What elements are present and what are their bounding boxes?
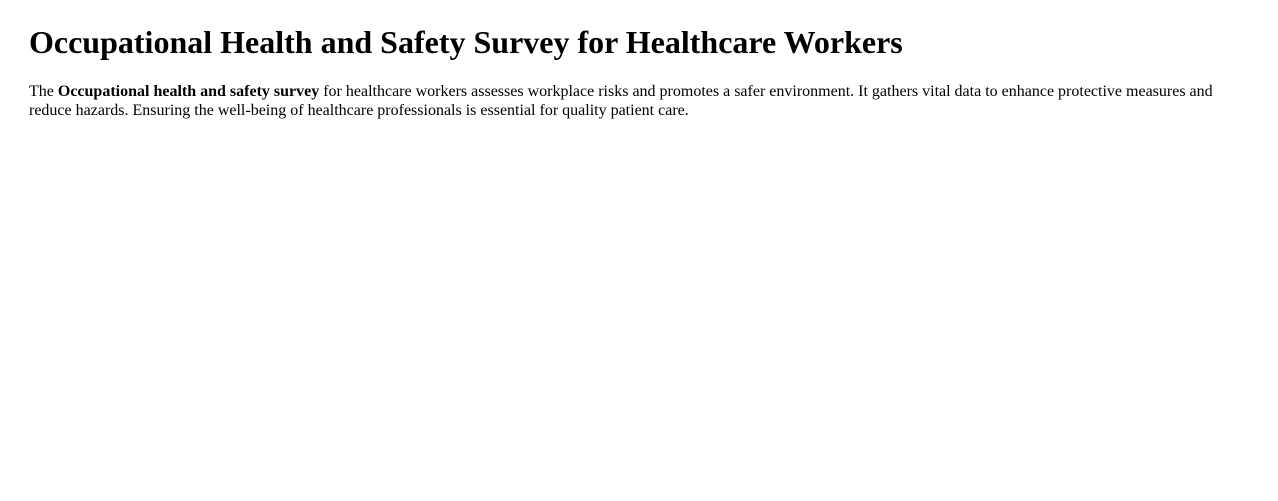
intro-text-bold: Occupational health and safety survey <box>57 82 320 100</box>
intro-paragraph <box>29 82 1249 120</box>
survey-page <box>0 0 1278 120</box>
intro-text-rest: for healthcare workers assesses workplace risks and promotes a safer environment. It gathers vital data to enhance protective measures and reduce hazards. Ensuring the well-being of healthcare professionals is essential for quality patient care. <box>29 82 1213 119</box>
intro-text-prefix: The <box>29 82 58 100</box>
page-title: Occupational Health and Safety Survey for Healthcare Workers <box>29 24 903 60</box>
